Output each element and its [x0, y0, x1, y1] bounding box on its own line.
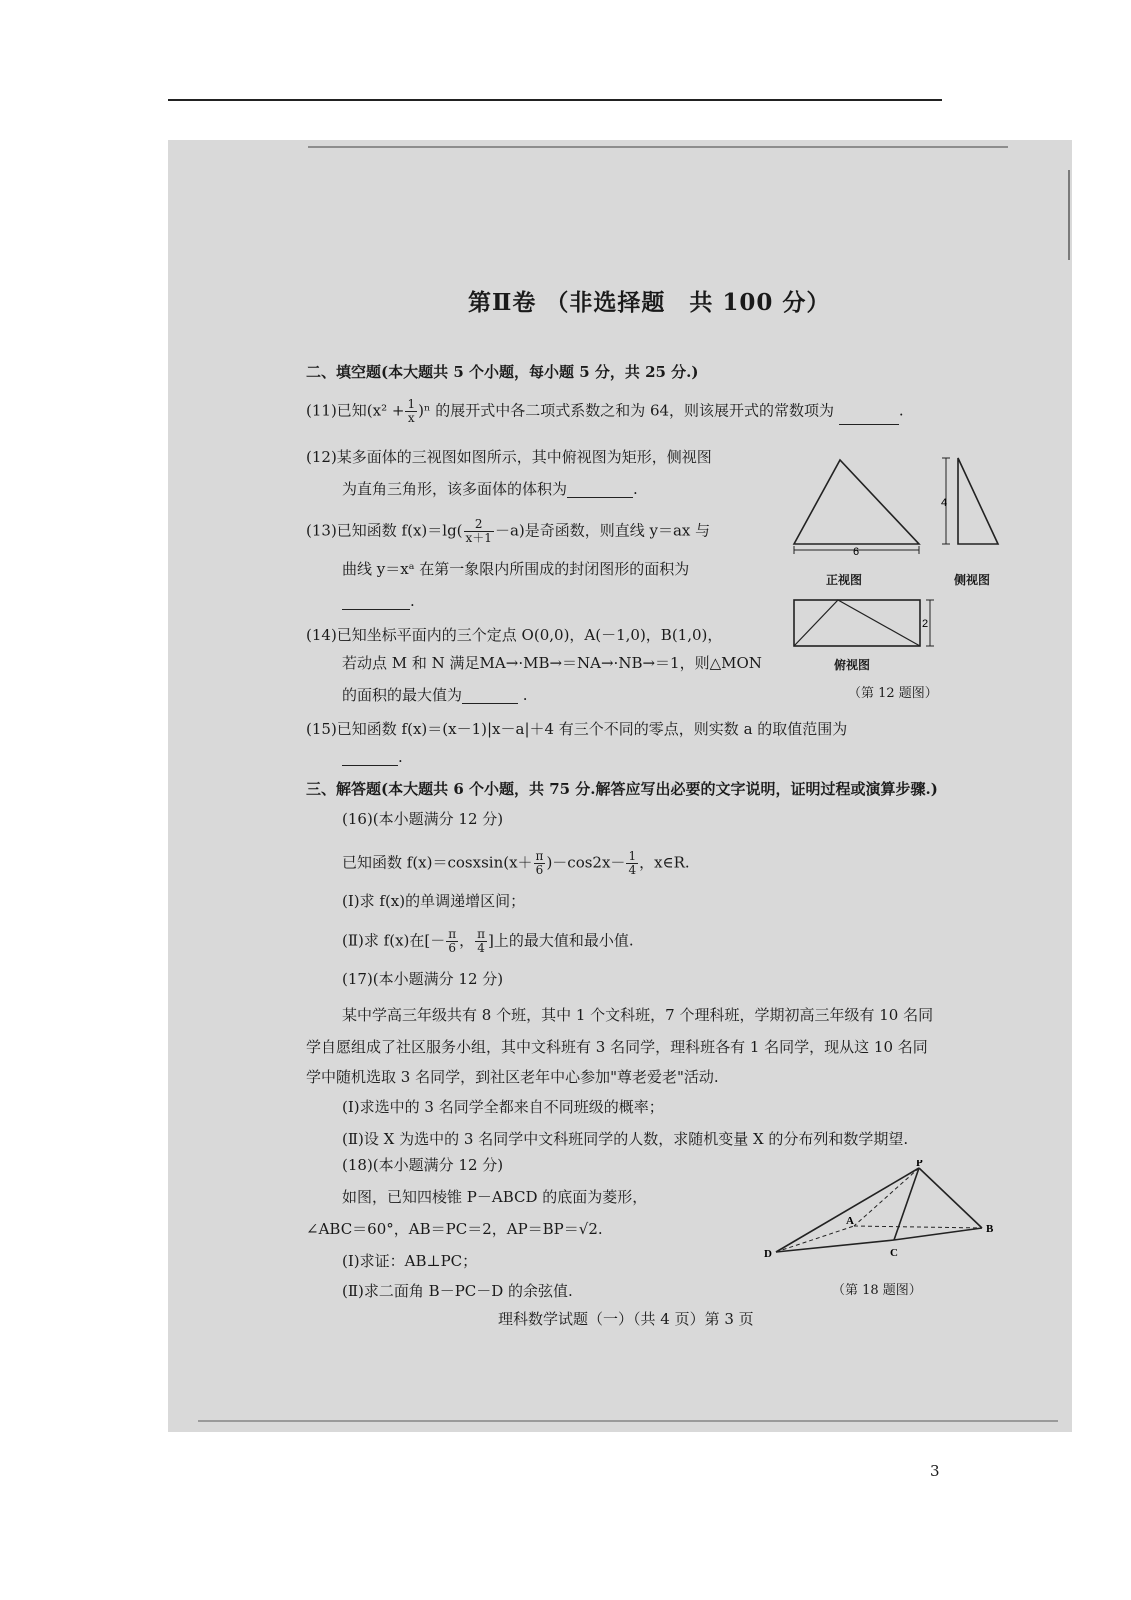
page-footer: 理科数学试题（一）（共 4 页）第 3 页	[498, 1310, 754, 1328]
q13-pre: (13)已知函数 f(x)＝lg(	[306, 521, 463, 540]
q18-part-ii: (Ⅱ)求二面角 B－PC－D 的余弦值.	[342, 1282, 573, 1300]
dim-2-label: 2	[922, 618, 929, 630]
question-14-line2: 若动点 M 和 N 满足MA→·MB→＝NA→·NB→＝1，则△MON	[342, 654, 762, 672]
edge-PB	[919, 1168, 982, 1228]
q16-frac-2-num: 1	[628, 849, 637, 863]
q11-frac-den: x	[407, 411, 415, 425]
q13-frac-num: 2	[464, 518, 494, 532]
question-14-line3: 的面积的最大值为 .	[342, 686, 528, 704]
q17-part-i: (Ⅰ)求选中的 3 名同学全都来自不同班级的概率；	[342, 1098, 664, 1116]
question-11: (11)已知(x² + $\frac{1}{x}$ )ⁿ 的展开式中各二项式系数之和为 64，则该展开式的常数项为 .	[306, 397, 904, 425]
top-view-inner-lines	[794, 600, 920, 646]
q16-ii-pre: (Ⅱ)求 f(x)在[－	[342, 931, 446, 950]
q11-pre: (11)已知(x² +	[306, 401, 405, 420]
figure-12-three-views	[782, 440, 1032, 700]
question-12-line1: (12)某多面体的三视图如图所示，其中俯视图为矩形，侧视图	[306, 448, 712, 466]
q16-ii-frac-1	[446, 928, 458, 955]
question-12-line2: 为直角三角形，该多面体的体积为 .	[342, 480, 638, 498]
side-view-triangle	[958, 458, 998, 544]
q13-answer-blank	[342, 595, 410, 610]
figure-12-caption: （第 12 题图）	[848, 686, 938, 701]
scan-edge-top	[308, 146, 1008, 148]
question-13	[306, 518, 710, 545]
question-15: (15)已知函数 f(x)＝(x－1)|x－a|＋4 有三个不同的零点，则实数 a 的取值范围为	[306, 720, 848, 738]
q11-answer-blank	[839, 410, 899, 425]
question-15-line2: .	[342, 748, 403, 766]
vertex-C-label: C	[890, 1247, 898, 1259]
q11-fraction	[405, 398, 417, 425]
question-13-line2: 曲线 y＝xᵃ 在第一象限内所围成的封闭图形的面积为	[342, 560, 690, 578]
top-view-label: 俯视图	[834, 658, 871, 672]
dim-6-label: 6	[852, 546, 860, 558]
figure-18-caption: （第 18 题图）	[832, 1283, 922, 1298]
vertex-B-label: B	[986, 1223, 994, 1235]
q16-ii-frac-2-den: 4	[477, 941, 485, 955]
q18-line1: 如图，已知四棱锥 P－ABCD 的底面为菱形，	[342, 1188, 648, 1206]
dim-4-label: 4	[941, 497, 948, 509]
section-title: 第Ⅱ卷 （非选择题 共 100 分）	[468, 289, 831, 316]
q11-post: )ⁿ 的展开式中各二项式系数之和为 64，则该展开式的常数项为	[418, 401, 835, 420]
q16-ii-frac-2-num: π	[477, 927, 486, 941]
q15-answer-blank	[342, 751, 398, 766]
part2-heading: 二、填空题(本大题共 5 个小题，每小题 5 分，共 25 分.)	[306, 363, 699, 381]
q16-part-ii	[342, 928, 634, 955]
q12-line2-text: 为直角三角形，该多面体的体积为	[342, 480, 568, 498]
q16-frac-1-num: π	[535, 849, 544, 863]
vertex-P-label: P	[916, 1160, 923, 1169]
q18-title: (18)(本小题满分 12 分)	[342, 1156, 504, 1174]
front-view-label: 正视图	[826, 573, 863, 587]
q13-fraction	[464, 518, 494, 545]
edge-AB	[854, 1226, 982, 1228]
q16-ii-frac-1-num: π	[448, 927, 457, 941]
q16-part-i: (Ⅰ)求 f(x)的单调递增区间；	[342, 892, 526, 910]
vertex-D-label: D	[764, 1248, 772, 1260]
question-13-line3: .	[342, 592, 415, 610]
top-view-rect	[794, 600, 920, 646]
front-view-triangle	[794, 460, 919, 544]
scan-edge-right	[1068, 170, 1070, 260]
q17-part-ii: (Ⅱ)设 X 为选中的 3 名同学中文科班同学的人数，求随机变量 X 的分布列和数学期望.	[342, 1130, 909, 1148]
q16-ii-mid: ，	[459, 931, 475, 950]
page-number: 3	[930, 1462, 940, 1480]
q16-body-mid: )－cos2x－	[546, 853, 626, 872]
question-14-line1: (14)已知坐标平面内的三个定点 O(0,0)，A(－1,0)，B(1,0)，	[306, 626, 723, 644]
q14-answer-blank	[462, 689, 518, 704]
q14-line3-text: 的面积的最大值为	[342, 686, 463, 704]
q16-frac-1-den: 6	[535, 863, 544, 877]
q13-post: －a)是奇函数，则直线 y＝ax 与	[494, 521, 711, 540]
q13-frac-den: x＋1	[465, 531, 492, 545]
q12-answer-blank	[567, 483, 633, 498]
scan-edge-bottom	[198, 1420, 1058, 1422]
q16-ii-post: ]上的最大值和最小值.	[488, 931, 634, 950]
q16-frac-2	[626, 850, 638, 877]
q16-frac-1	[534, 850, 546, 877]
part3-heading: 三、解答题(本大题共 6 个小题，共 75 分.解答应写出必要的文字说明，证明过程或演算步骤.)	[306, 780, 938, 798]
q16-ii-frac-1-den: 6	[448, 941, 457, 955]
side-view-label: 侧视图	[954, 573, 991, 587]
q16-ii-frac-2	[475, 928, 487, 955]
q18-line2: ∠ABC＝60°，AB＝PC＝2，AP＝BP＝√2.	[306, 1220, 603, 1238]
q11-frac-num: 1	[407, 397, 416, 411]
q18-part-i: (Ⅰ)求证：AB⊥PC；	[342, 1252, 478, 1270]
q16-body-post: ，x∈R.	[639, 853, 690, 872]
q17-line1: 某中学高三年级共有 8 个班，其中 1 个文科班，7 个理科班，学期初高三年级有 10 名同	[342, 1006, 934, 1024]
q16-body	[342, 850, 690, 877]
q17-title: (17)(本小题满分 12 分)	[342, 970, 504, 988]
q16-frac-2-den: 4	[628, 863, 637, 877]
figure-18-pyramid	[764, 1160, 1004, 1260]
q16-body-pre: 已知函数 f(x)＝cosxsin(x＋	[342, 853, 533, 872]
top-rule	[168, 99, 942, 101]
vertex-A-label: A	[846, 1215, 854, 1227]
edge-CB	[894, 1228, 982, 1240]
q16-title: (16)(本小题满分 12 分)	[342, 810, 504, 828]
q17-line2: 学自愿组成了社区服务小组，其中文科班有 3 名同学，理科班各有 1 名同学，现从这 10 名同	[306, 1038, 928, 1056]
scanned-exam-page	[168, 140, 1072, 1432]
q17-line3: 学中随机选取 3 名同学，到社区老年中心参加"尊老爱老"活动.	[306, 1068, 719, 1086]
